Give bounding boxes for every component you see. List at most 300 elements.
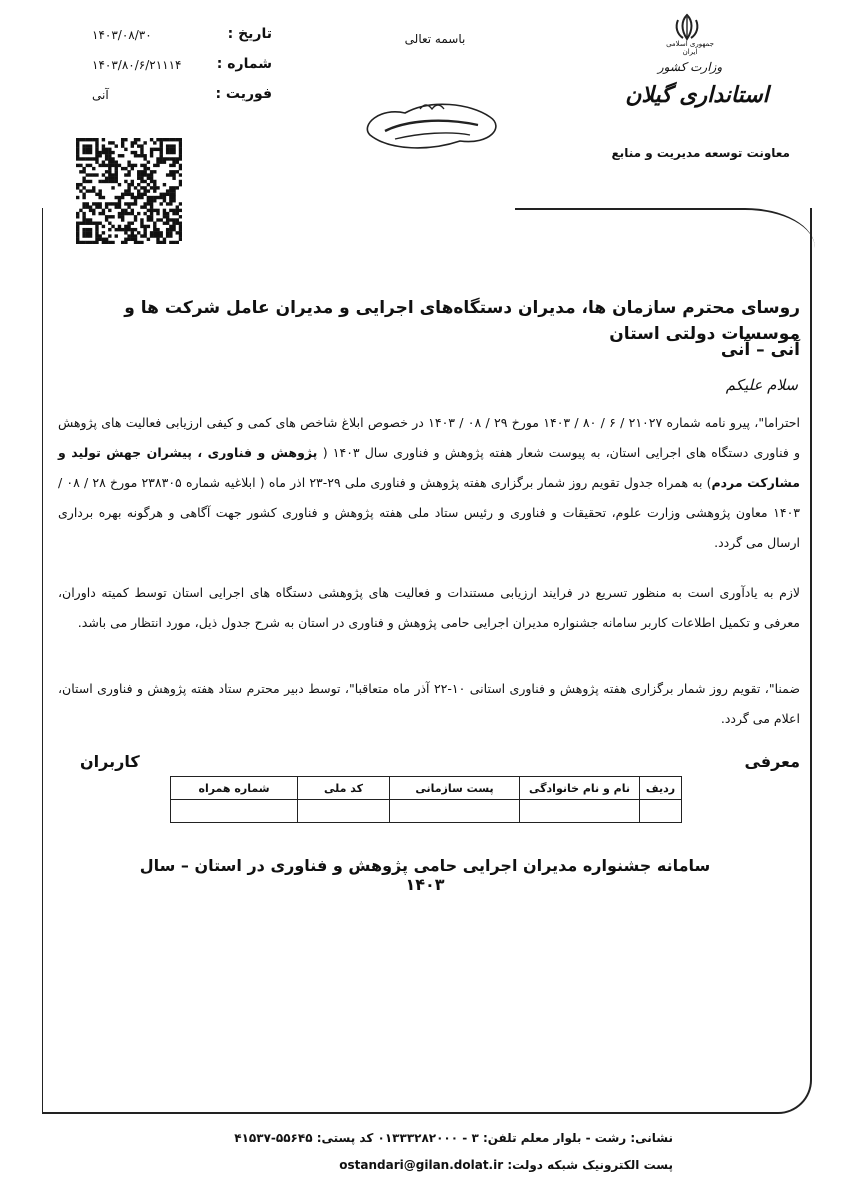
qr-module (118, 164, 121, 167)
qr-module (127, 183, 130, 186)
qr-module (89, 173, 92, 176)
qr-module (108, 148, 111, 151)
qr-module (140, 196, 143, 199)
qr-module (147, 167, 150, 170)
qr-module (163, 193, 166, 196)
qr-module (86, 157, 89, 160)
qr-module (134, 196, 137, 199)
qr-module (82, 157, 85, 160)
qr-module (131, 141, 134, 144)
qr-module (95, 151, 98, 154)
users-table (170, 776, 682, 823)
qr-module (169, 199, 172, 202)
qr-module (124, 148, 127, 151)
qr-module (79, 170, 82, 173)
qr-module (172, 170, 175, 173)
qr-module (102, 144, 105, 147)
qr-module (82, 167, 85, 170)
qr-module (105, 202, 108, 205)
qr-module (105, 180, 108, 183)
ostandari-logo-text: استانداری گیلان (625, 82, 769, 108)
qr-module (143, 141, 146, 144)
qr-module (163, 183, 166, 186)
qr-module (82, 177, 85, 180)
qr-module (98, 196, 101, 199)
qr-module (115, 196, 118, 199)
qr-module (124, 180, 127, 183)
qr-module (108, 157, 111, 160)
qr-module (169, 157, 172, 160)
qr-module (92, 167, 95, 170)
table-header-row (171, 777, 682, 800)
users-label: کاربران (80, 752, 140, 771)
qr-module (179, 148, 182, 151)
qr-module (176, 157, 179, 160)
qr-module (153, 189, 156, 192)
qr-module (127, 189, 130, 192)
qr-module (134, 164, 137, 167)
qr-module (105, 148, 108, 151)
qr-module (98, 202, 101, 205)
qr-module (169, 144, 172, 147)
qr-module (82, 196, 85, 199)
qr-module (111, 186, 114, 189)
qr-module (102, 173, 105, 176)
qr-module (153, 199, 156, 202)
qr-module (131, 180, 134, 183)
qr-module (153, 164, 156, 167)
qr-module (169, 170, 172, 173)
qr-module (169, 138, 172, 141)
qr-module (111, 141, 114, 144)
qr-module (160, 144, 163, 147)
recipients-heading: روسای محترم سازمان ها، مدیران دستگاه‌های اجرایی و مدیران عامل شرکت ها و موسسات دولتی استان (124, 298, 800, 344)
qr-module (150, 148, 153, 151)
qr-module (140, 151, 143, 154)
iran-emblem-icon (672, 12, 702, 42)
qr-module (115, 180, 118, 183)
qr-module (102, 196, 105, 199)
qr-module (179, 141, 182, 144)
qr-module (143, 157, 146, 160)
qr-module (150, 180, 153, 183)
qr-module (111, 164, 114, 167)
qr-module (86, 202, 89, 205)
qr-module (108, 180, 111, 183)
table-cell (171, 800, 298, 823)
qr-module (108, 202, 111, 205)
qr-module (105, 154, 108, 157)
qr-module (134, 138, 137, 141)
qr-module (108, 164, 111, 167)
qr-module (172, 144, 175, 147)
qr-module (150, 138, 153, 141)
basmala: باسمه تعالی (404, 32, 466, 46)
qr-module (89, 144, 92, 147)
qr-module (111, 151, 114, 154)
qr-module (115, 173, 118, 176)
qr-module (102, 148, 105, 151)
qr-module (169, 151, 172, 154)
qr-module (82, 186, 85, 189)
qr-module (143, 154, 146, 157)
qr-module (137, 138, 140, 141)
qr-module (131, 151, 134, 154)
qr-module (172, 151, 175, 154)
qr-module (115, 167, 118, 170)
qr-module (169, 193, 172, 196)
qr-module (150, 154, 153, 157)
qr-module (95, 154, 98, 157)
qr-module (147, 199, 150, 202)
qr-module (131, 202, 134, 205)
qr-module (160, 154, 163, 157)
qr-module (150, 177, 153, 180)
qr-module (121, 196, 124, 199)
qr-module (160, 148, 163, 151)
qr-module (86, 138, 89, 141)
table-cell (298, 800, 390, 823)
qr-module (86, 189, 89, 192)
qr-module (137, 193, 140, 196)
qr-module (176, 186, 179, 189)
qr-module (79, 138, 82, 141)
qr-module (179, 154, 182, 157)
qr-module (160, 151, 163, 154)
qr-module (160, 196, 163, 199)
col-position: پست سازمانی (390, 777, 520, 800)
qr-module (121, 193, 124, 196)
qr-module (86, 151, 89, 154)
qr-module (127, 202, 130, 205)
qr-module (163, 199, 166, 202)
qr-module (111, 177, 114, 180)
qr-module (102, 138, 105, 141)
qr-module (156, 160, 159, 163)
qr-module (98, 193, 101, 196)
qr-module (169, 148, 172, 151)
qr-module (102, 180, 105, 183)
qr-module (131, 164, 134, 167)
date-label: تاریخ : (227, 26, 272, 42)
qr-module (115, 202, 118, 205)
letter-meta (92, 26, 272, 116)
table-row (171, 800, 682, 823)
qr-module (121, 144, 124, 147)
priority-value: آنی (92, 88, 109, 102)
paragraph-1 (58, 408, 800, 558)
qr-module (140, 144, 143, 147)
system-title: سامانه جشنواره مدیران اجرایی حامی پژوهش و فناوری در استان – سال ۱۴۰۳ (139, 856, 711, 894)
qr-module (127, 186, 130, 189)
qr-module (134, 141, 137, 144)
qr-module (153, 196, 156, 199)
qr-module (169, 202, 172, 205)
qr-module (82, 151, 85, 154)
qr-module (179, 157, 182, 160)
qr-module (140, 177, 143, 180)
qr-module (176, 170, 179, 173)
qr-module (179, 202, 182, 205)
qr-module (163, 138, 166, 141)
qr-module (108, 170, 111, 173)
qr-module (140, 148, 143, 151)
qr-module (98, 151, 101, 154)
qr-module (86, 144, 89, 147)
qr-module (150, 186, 153, 189)
qr-module (143, 170, 146, 173)
qr-module (92, 157, 95, 160)
qr-module (127, 164, 130, 167)
qr-module (163, 196, 166, 199)
qr-module (89, 157, 92, 160)
qr-module (143, 180, 146, 183)
qr-module (108, 160, 111, 163)
qr-module (143, 173, 146, 176)
qr-module (76, 144, 79, 147)
qr-module (156, 148, 159, 151)
frame-top-curve (515, 208, 815, 268)
date-value: ۱۴۰۳/۰۸/۳۰ (92, 28, 152, 42)
qr-module (76, 141, 79, 144)
qr-module (95, 160, 98, 163)
priority-label: فوریت : (215, 86, 272, 102)
paragraph-3: ضمنا"، تقویم روز شمار برگزاری هفته پژوهش و فناوری استانی ۱۰-۲۲ آذر ماه متعاقبا"، توسط دبیر محترم ستاد هفته پژوهش و فناوری استان، اعلام می گردد. (58, 681, 801, 726)
qr-module (124, 138, 127, 141)
qr-module (82, 170, 85, 173)
qr-module (150, 173, 153, 176)
qr-module (127, 193, 130, 196)
qr-module (95, 138, 98, 141)
qr-module (172, 177, 175, 180)
qr-module (108, 177, 111, 180)
qr-module (134, 186, 137, 189)
qr-module (179, 173, 182, 176)
qr-module (134, 151, 137, 154)
qr-module (166, 189, 169, 192)
qr-module (143, 189, 146, 192)
qr-module (89, 138, 92, 141)
qr-module (127, 173, 130, 176)
number-label: شماره : (216, 56, 272, 72)
qr-module (79, 183, 82, 186)
qr-module (92, 202, 95, 205)
qr-module (124, 202, 127, 205)
qr-module (131, 183, 134, 186)
qr-module (166, 151, 169, 154)
qr-module (153, 183, 156, 186)
qr-module (115, 144, 118, 147)
qr-module (140, 180, 143, 183)
qr-module (169, 196, 172, 199)
email-address[interactable]: ostandari@gilan.dolat.ir (339, 1158, 504, 1172)
qr-module (179, 144, 182, 147)
col-mobile: شماره همراه (171, 777, 298, 800)
qr-module (160, 202, 163, 205)
qr-module (153, 180, 156, 183)
qr-module (137, 173, 140, 176)
qr-module (137, 183, 140, 186)
qr-module (172, 173, 175, 176)
qr-module (163, 160, 166, 163)
qr-module (150, 196, 153, 199)
qr-module (176, 138, 179, 141)
table-cell (520, 800, 640, 823)
qr-module (143, 202, 146, 205)
qr-module (82, 144, 85, 147)
qr-module (92, 189, 95, 192)
qr-module (147, 196, 150, 199)
qr-module (169, 173, 172, 176)
qr-module (127, 160, 130, 163)
qr-module (95, 202, 98, 205)
qr-module (172, 138, 175, 141)
qr-module (140, 164, 143, 167)
qr-module (137, 189, 140, 192)
qr-module (150, 151, 153, 154)
qr-module (156, 186, 159, 189)
qr-module (137, 196, 140, 199)
qr-module (143, 164, 146, 167)
qr-module (134, 154, 137, 157)
qr-module (115, 160, 118, 163)
qr-module (166, 138, 169, 141)
qr-module (95, 193, 98, 196)
qr-module (156, 157, 159, 160)
qr-module (92, 173, 95, 176)
qr-module (108, 141, 111, 144)
qr-module (143, 167, 146, 170)
qr-module (163, 157, 166, 160)
footer-email-line (339, 1158, 673, 1172)
qr-module (86, 180, 89, 183)
qr-module (89, 148, 92, 151)
qr-module (111, 202, 114, 205)
salutation: سلام علیکم (725, 376, 798, 394)
qr-module (153, 141, 156, 144)
qr-module (140, 154, 143, 157)
qr-module (179, 183, 182, 186)
qr-module (89, 180, 92, 183)
qr-module (98, 180, 101, 183)
qr-module (82, 202, 85, 205)
qr-module (172, 148, 175, 151)
qr-module (76, 164, 79, 167)
qr-module (131, 196, 134, 199)
col-full-name: نام و نام خانوادگی (520, 777, 640, 800)
urgency-line: آنی – آنی (720, 340, 800, 360)
qr-module (124, 167, 127, 170)
qr-module (147, 189, 150, 192)
qr-module (118, 196, 121, 199)
qr-module (166, 148, 169, 151)
qr-module (172, 193, 175, 196)
table-cell (640, 800, 682, 823)
paragraph-2: لازم به یادآوری است به منظور تسریع در فرایند ارزیابی مستندات و فعالیت های پژوهشی دستگاه های اجرایی استان توسط کمیته داوران، معرفی و تکمیل اطلاعات کاربر سامانه جشنواره مدیران اجرایی حامی پژوهش و فناوری در استان به شرح جدول ذیل، مورد انتظار می باشد. (58, 585, 800, 630)
republic-label: جمهوری اسلامی ایران (666, 40, 714, 57)
qr-module (147, 160, 150, 163)
qr-module (160, 160, 163, 163)
qr-module (153, 170, 156, 173)
qr-module (172, 157, 175, 160)
qr-module (172, 189, 175, 192)
qr-module (95, 141, 98, 144)
qr-module (115, 177, 118, 180)
qr-module (102, 160, 105, 163)
qr-module (82, 148, 85, 151)
qr-module (76, 183, 79, 186)
qr-module (76, 151, 79, 154)
qr-module (86, 173, 89, 176)
qr-module (105, 177, 108, 180)
qr-module (95, 144, 98, 147)
email-label: پست الکترونیک شبکه دولت: (507, 1158, 673, 1172)
qr-module (166, 173, 169, 176)
qr-module (179, 180, 182, 183)
qr-module (86, 148, 89, 151)
qr-module (140, 186, 143, 189)
qr-module (176, 160, 179, 163)
qr-module (147, 202, 150, 205)
qr-module (95, 173, 98, 176)
qr-module (98, 164, 101, 167)
qr-module (137, 170, 140, 173)
qr-module (179, 164, 182, 167)
qr-module (98, 154, 101, 157)
qr-module (82, 193, 85, 196)
qr-module (147, 173, 150, 176)
col-row-number: ردیف (640, 777, 682, 800)
qr-module (115, 164, 118, 167)
qr-module (118, 202, 121, 205)
qr-module (147, 177, 150, 180)
qr-module (166, 202, 169, 205)
qr-module (169, 164, 172, 167)
qr-module (82, 138, 85, 141)
qr-module (131, 167, 134, 170)
qr-module (150, 199, 153, 202)
qr-module (137, 144, 140, 147)
qr-module (105, 151, 108, 154)
qr-module (89, 189, 92, 192)
qr-module (160, 157, 163, 160)
qr-module (121, 154, 124, 157)
qr-module (140, 193, 143, 196)
qr-module (124, 189, 127, 192)
qr-module (92, 138, 95, 141)
qr-module (118, 154, 121, 157)
footer-address: نشانی: رشت - بلوار معلم تلفن: ۳ - ۰۱۳۳۳۲۸۲۰۰۰ کد پستی: ۵۵۶۴۵-۴۱۵۳۷ (234, 1131, 673, 1145)
qr-module (169, 186, 172, 189)
intro-label: معرفی (744, 752, 800, 771)
qr-module (76, 154, 79, 157)
qr-module (95, 148, 98, 151)
qr-module (89, 151, 92, 154)
qr-module (111, 157, 114, 160)
qr-module (147, 183, 150, 186)
qr-module (76, 186, 79, 189)
table-cell (390, 800, 520, 823)
qr-module (111, 180, 114, 183)
qr-module (150, 202, 153, 205)
qr-module (143, 186, 146, 189)
qr-module (166, 157, 169, 160)
qr-module (102, 164, 105, 167)
col-national-id: کد ملی (298, 777, 390, 800)
qr-module (160, 141, 163, 144)
qr-module (76, 157, 79, 160)
qr-module (95, 157, 98, 160)
